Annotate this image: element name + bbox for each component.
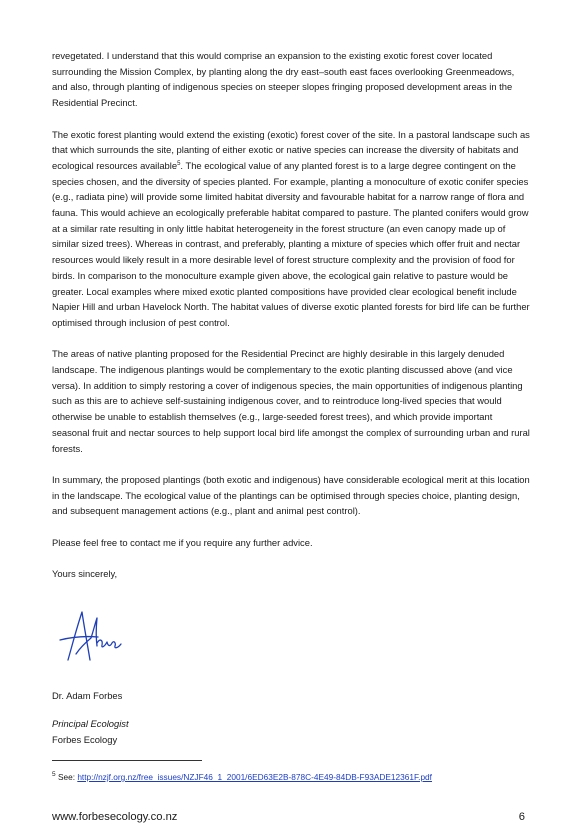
signatory-details	[52, 716, 129, 747]
paragraph-exotic-forest	[52, 127, 532, 331]
signatory-organization: Forbes Ecology	[52, 733, 118, 745]
footer-website: www.forbesecology.co.nz	[52, 811, 178, 823]
handwritten-signature	[52, 610, 122, 666]
footnote-divider	[52, 760, 202, 761]
signatory-name: Dr. Adam Forbes	[52, 690, 123, 701]
footnote-reference: 5	[177, 160, 181, 167]
paragraph-summary: In summary, the proposed plantings (both exotic and indigenous) have considerable ecological merit at this location in the landscape. The ecological value of the plantings can be optimised through species choice, planting design, and subsequent management actions (e.g., plant and animal pest control).	[52, 473, 530, 517]
closing-salutation: Yours sincerely,	[52, 568, 118, 580]
footnote-marker: 5	[52, 771, 56, 779]
paragraph-native-planting: The areas of native planting proposed for the Residential Precinct are highly desirable in this largely denuded landscape. The indigenous plantings would be complementary to the exotic planting discussed above (and vice versa). In addition to simply restoring a cover of indigenous species, the main opportunities of indigenous planting such as this are to achieve self-sustaining indigenous cover, and to reintroduce long-lived species that would otherwise be unable to establish themselves (e.g., large-seeded forest trees), and which provide important seasonal fruit and nectar sources to help support local bird life amongst the complex of surrounding urban and rural forests.	[52, 348, 530, 454]
signatory-title: Principal Ecologist	[52, 718, 129, 729]
paragraph-exotic-forest-end: . The ecological value of any planted forest is to a large degree contingent on the species chosen, and the diversity of species planted. For example, planting a monoculture of exotic conifer species (e.g., radiata pine) will provide some limited habitat diversity and favourable habitat for a narrow range of flora and fauna. This would achieve an ecologically preferable habitat compared to pasture. The planted conifers would grow at a similar rate resulting in only little habitat heterogeneity in the forest structure (an even canopy made up of similar sized trees). Whereas in contrast, and preferably, planting a mixture of species which offer fruit and nectar resources would likely result in a more desirable level of forest structure complexity and the provision of food for birds. In comparison to the monoculture example given above, the ecological gain relative to pasture would be greater. Local examples where mixed exotic planted compositions have provided clear ecological benefit include Napier Hill and urban Havelock North. The habitat values of diverse exotic planted forests for bird life can be further optimised through inclusion of pest control.	[52, 159, 530, 328]
paragraph-revegetation: revegetated. I understand that this would comprise an expansion to the existing exotic forest cover located surrounding the Mission Complex, by planting along the dry east–south east faces overlooking Greenmeadows, and also, through planting of indigenous species on steeper slopes fringing proposed development areas in the Residential Precinct.	[52, 50, 515, 109]
footnote-link[interactable]: http://nzjf.org.nz/free_issues/NZJF46_1_2001/6ED63E2B-878C-4E49-84DB-F93ADE12361F.pdf	[77, 772, 432, 782]
footnote	[52, 772, 432, 782]
letter-body	[52, 48, 532, 598]
paragraph-contact: Please feel free to contact me if you require any further advice.	[52, 536, 313, 548]
paragraph-exotic-forest-start: The exotic forest planting would extend the existing (exotic) forest cover of the site. In a pastoral landscape such as that which surrounds the site, planting of either exotic or native species can increase the diversity of habitats and ecological resources available	[52, 128, 530, 171]
signature-strokes	[60, 612, 121, 660]
page-number: 6	[518, 811, 525, 823]
footnote-prefix: See:	[57, 772, 78, 782]
